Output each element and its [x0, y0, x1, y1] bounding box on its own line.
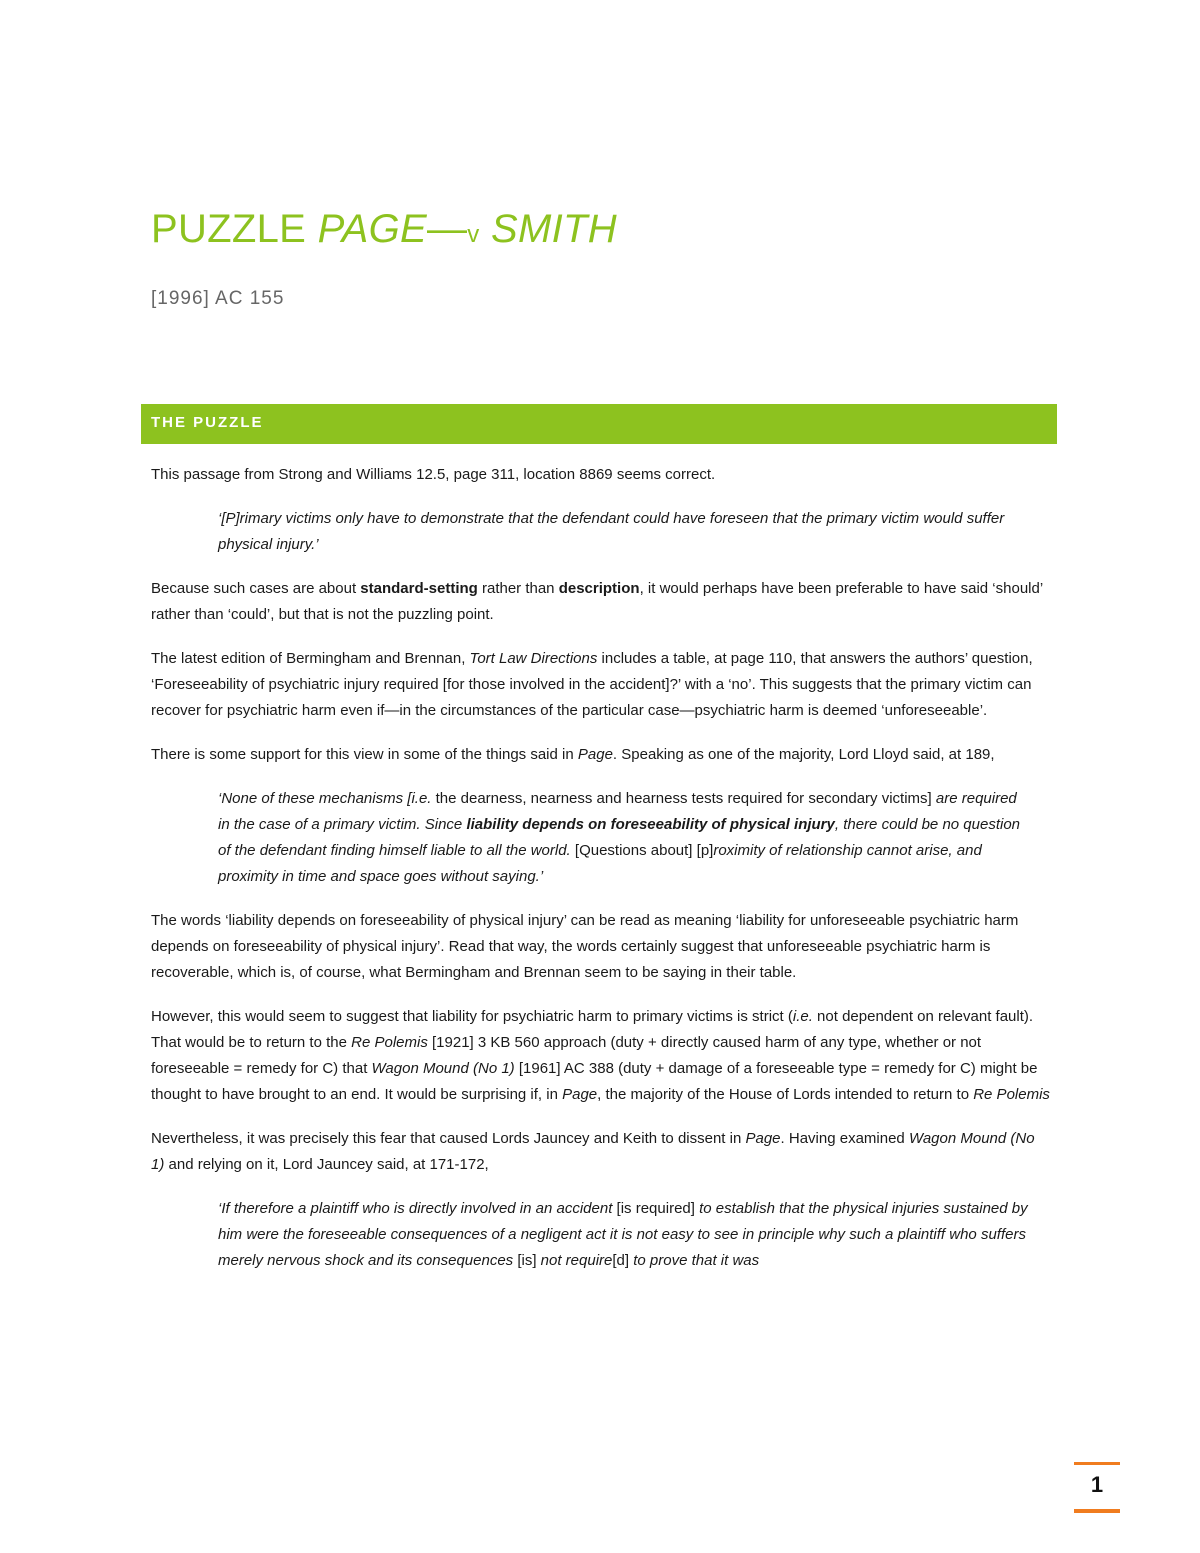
paragraph-3 — [151, 646, 1051, 724]
text-span: However, this would seem to suggest that liability for psychiatric harm to primary victims is strict ( — [151, 1008, 793, 1025]
text-span: and relying on it, Lord Jauncey said, at 171-172, — [164, 1156, 489, 1173]
text-span: , the majority of the House of Lords intended to return to — [597, 1086, 974, 1103]
paragraph-6 — [151, 1004, 1051, 1108]
paragraph-5: The words ‘liability depends on foreseeability of physical injury’ can be read as meaning ‘liability for unforeseeable psychiatric harm depends on foreseeability of physical injury’. Read that way, the words certainly suggest that unforeseeable psychiatric harm is recoverable, which is, of course, what Bermingham and Brennan seem to be saying in their table. — [151, 912, 1019, 981]
italic-span: , there could be no question of the defendant finding himself liable to all the world. — [218, 816, 1021, 859]
page-number-box — [1074, 1462, 1120, 1513]
text-span: [1921] 3 KB 560 approach (duty + directly caused harm of any type, whether or not foreseeable = remedy for C) that — [151, 1034, 982, 1077]
italic-span: Re Polemis — [351, 1034, 428, 1051]
italic-span: ‘If therefore a plaintiff who is directly involved in an accident — [218, 1200, 617, 1217]
italic-span: Wagon Mound (No 1) — [371, 1060, 515, 1077]
upright-span: [is] — [517, 1252, 537, 1269]
italic-span: ‘None of these mechanisms [ — [218, 790, 412, 807]
text-span: , it would perhaps have been preferable to have said ‘should’ rather than ‘could’, but that is not the puzzling point. — [151, 580, 1043, 623]
text-span: rather than — [477, 580, 559, 597]
upright-span: the dearness, nearness and hearness tests required for secondary victims] — [431, 790, 936, 807]
text-span: Nevertheless, it was precisely this fear that caused Lords Jauncey and Keith to dissent in — [151, 1130, 746, 1147]
italic-span: to establish that the physical injuries sustained by him were the foreseeable consequences of a negligent act it is not easy to see in principle why such a plaintiff who suffers merely nervous shock and its consequences — [218, 1200, 1028, 1269]
text-span: [1961] AC 388 (duty + damage of a foreseeable type = remedy for C) might be thought to have brought to an end. It would be surprising if, in — [151, 1060, 1038, 1103]
title-part-puzzle: PUZZLE — [151, 207, 318, 251]
body-text — [151, 462, 1051, 1292]
page-title — [151, 207, 617, 252]
italic-span: Page — [562, 1086, 598, 1103]
upright-span: [d] — [612, 1252, 630, 1269]
italic-span: Tort Law Directions — [469, 650, 598, 667]
title-part-smith: SMITH — [479, 207, 617, 251]
text-span: Because such cases are about — [151, 580, 361, 597]
bold-span: standard-setting — [360, 580, 478, 597]
bold-span: description — [558, 580, 640, 597]
case-citation: [1996] AC 155 — [151, 288, 285, 309]
paragraph-2 — [151, 576, 1051, 628]
upright-span: [is required] — [616, 1200, 695, 1217]
italic-span: roximity of relationship cannot arise, and proximity in time and space goes without saying.’ — [218, 842, 982, 885]
quote-1: ‘[P]rimary victims only have to demonstrate that the defendant could have foreseen that the primary victim would suffer physical injury.’ — [218, 510, 1005, 553]
page-number: 1 — [1090, 1472, 1104, 1497]
text-span: . Speaking as one of the majority, Lord Lloyd said, at 189, — [612, 746, 995, 763]
title-part-page: PAGE — [317, 207, 427, 251]
title-dash: — — [426, 207, 468, 251]
italic-span: Re Polemis — [973, 1086, 1050, 1103]
paragraph-1: This passage from Strong and Williams 12.5, page 311, location 8869 seems correct. — [151, 466, 716, 483]
title-v: v — [467, 221, 480, 248]
italic-span: Page — [577, 746, 613, 763]
quote-2 — [218, 786, 1031, 890]
text-span: There is some support for this view in some of the things said in — [151, 746, 578, 763]
section-banner — [141, 404, 1057, 444]
text-span: . Having examined — [780, 1130, 909, 1147]
italic-span: are required in the case of a primary victim. Since — [218, 790, 1017, 833]
italic-span: not require — [536, 1252, 613, 1269]
text-span: includes a table, at page 110, that answers the authors’ question, ‘Foreseeability of psychiatric injury required [for those involved in the accident]?’ with a ‘no’. This suggests that the primary victim can recover for psychiatric harm even if—in the circumstances of the particular case—psychiatric harm is deemed ‘unforeseeable’. — [151, 650, 1033, 719]
upright-span: [Questions about] [p] — [570, 842, 714, 859]
text-span: not dependent on relevant fault). That would be to return to the — [151, 1008, 1034, 1051]
italic-span: i.e. — [792, 1008, 813, 1025]
italic-span: Wagon Mound (No 1) — [151, 1130, 1035, 1173]
italic-span: Page — [745, 1130, 781, 1147]
section-heading: THE PUZZLE — [151, 414, 264, 431]
italic-span: to prove that it was — [629, 1252, 760, 1269]
paragraph-4 — [151, 742, 1051, 768]
bold-italic-span: liability depends on foreseeability of physical injury — [466, 816, 835, 833]
italic-span: i.e. — [411, 790, 432, 807]
text-span: The latest edition of Bermingham and Brennan, — [151, 650, 470, 667]
paragraph-7 — [151, 1126, 1051, 1178]
quote-3 — [218, 1196, 1031, 1274]
